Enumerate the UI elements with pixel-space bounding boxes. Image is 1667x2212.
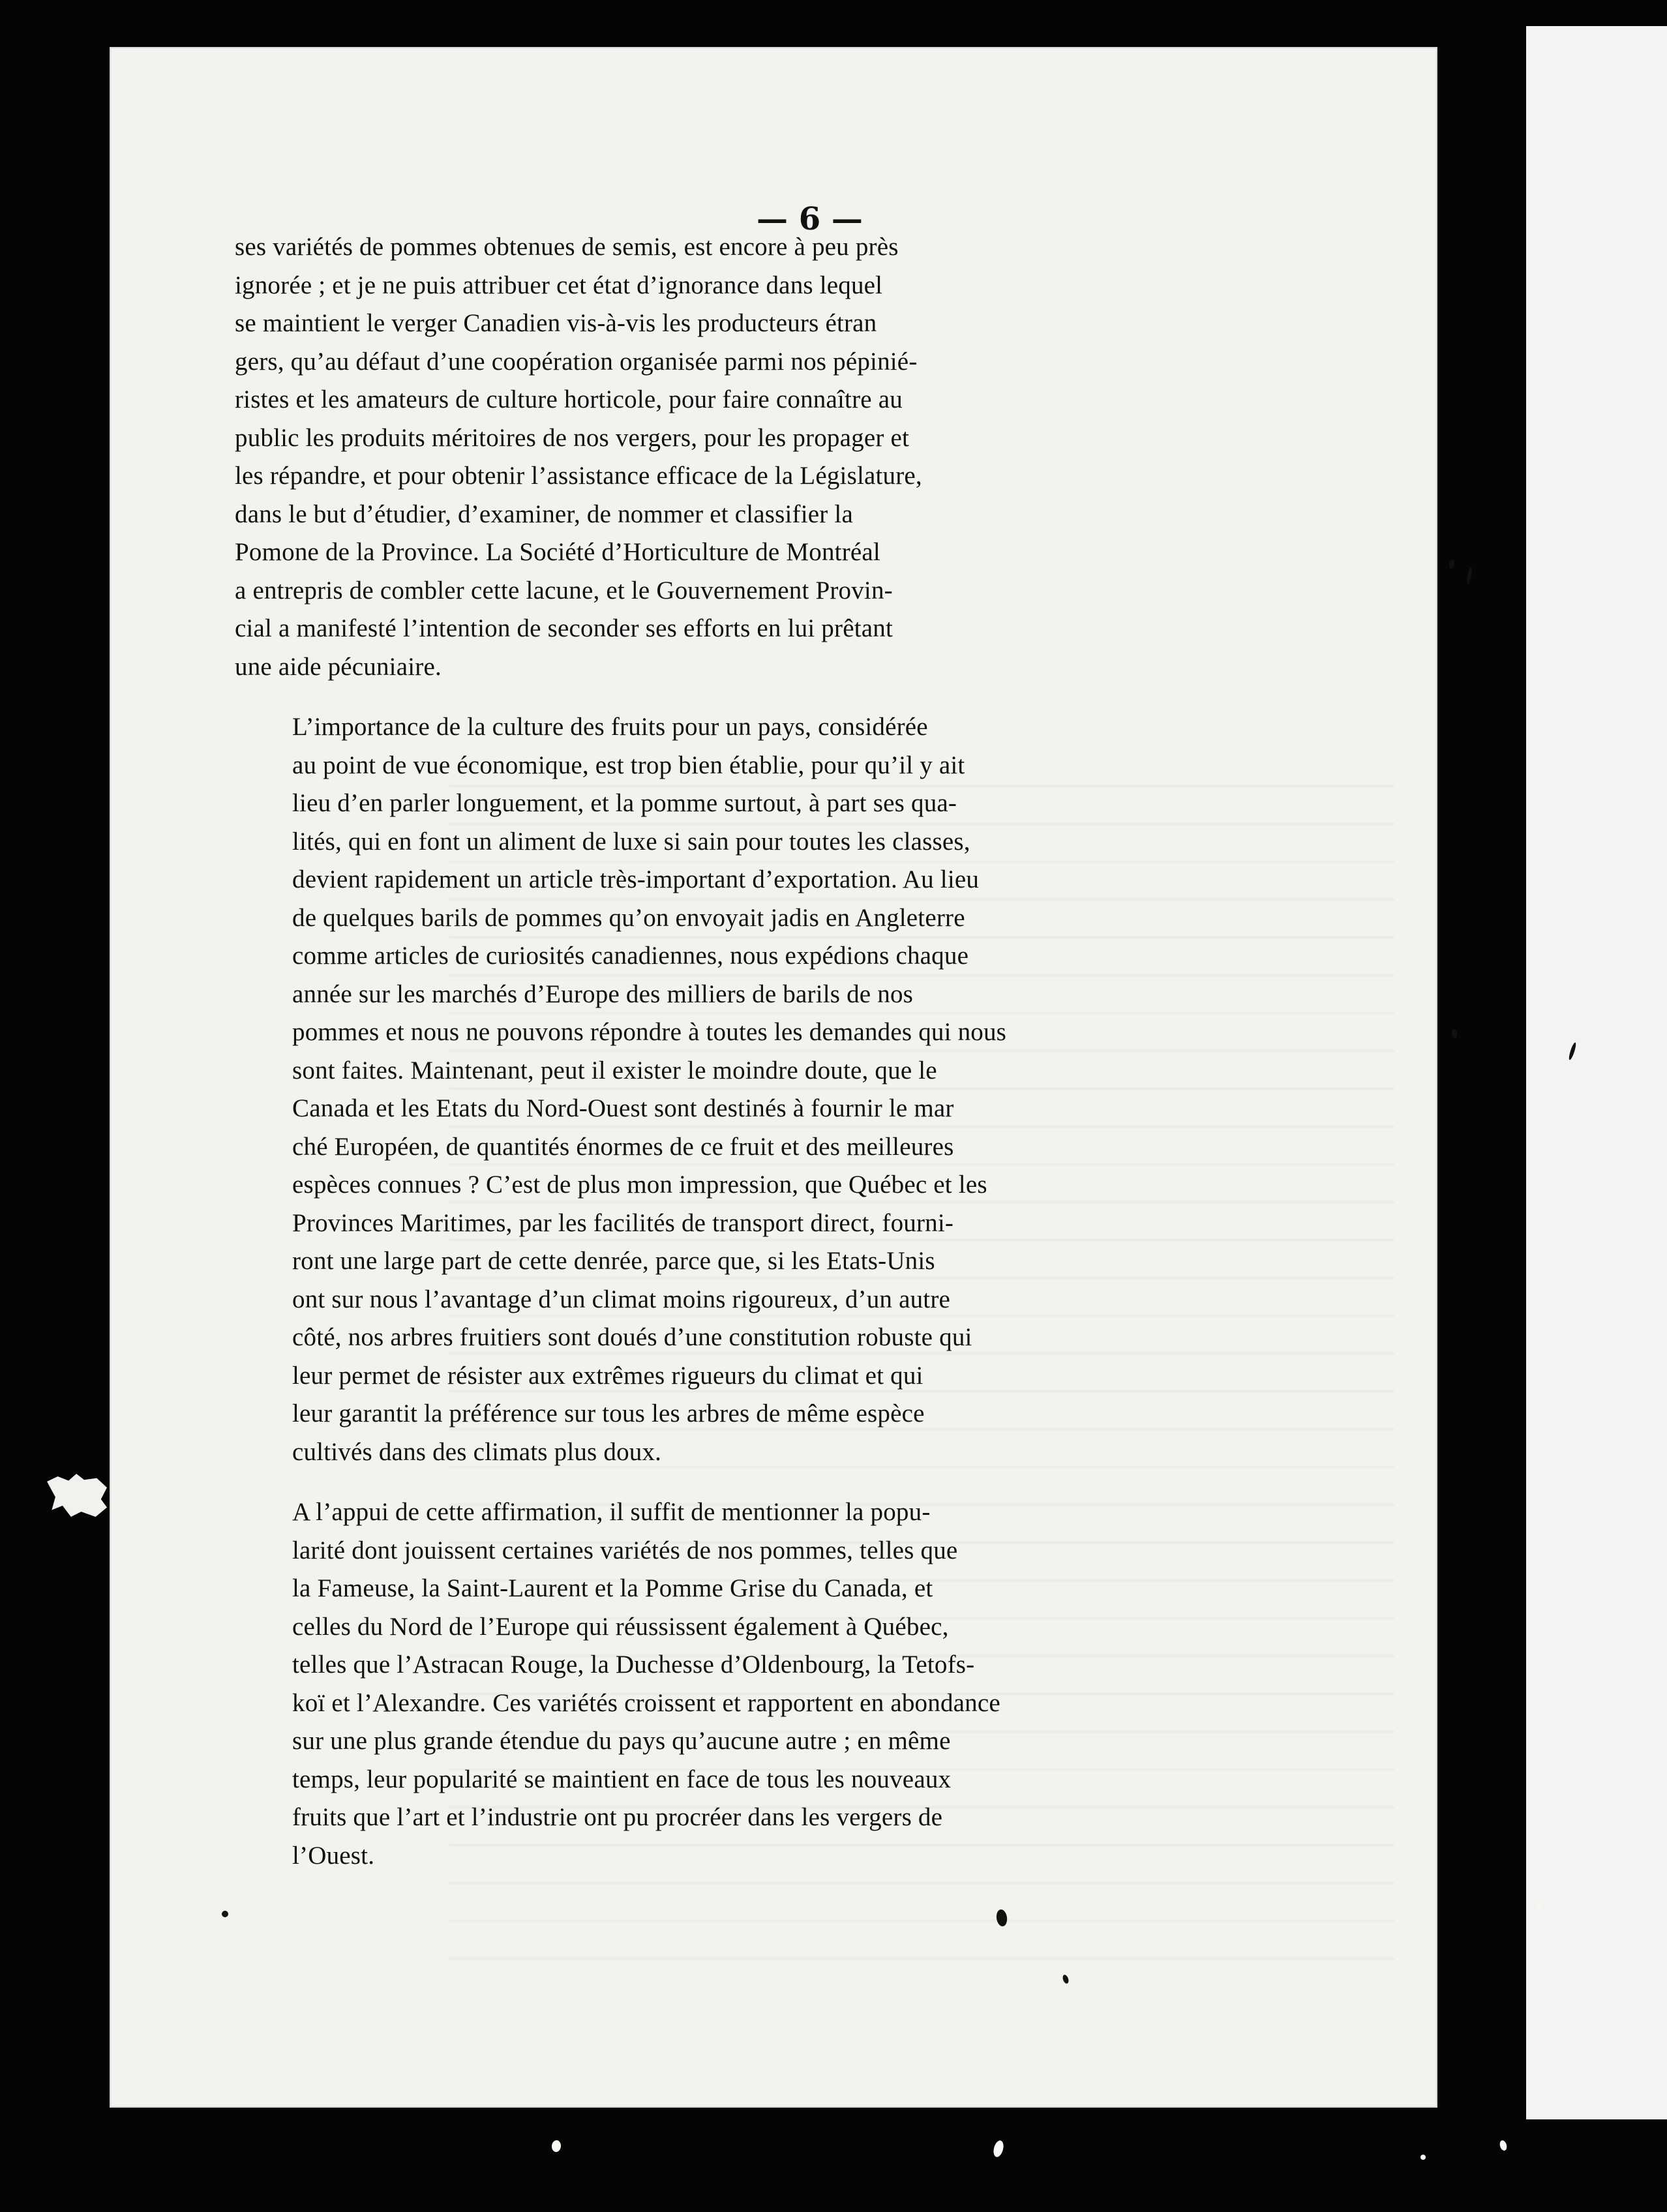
text-line: l’Ouest.	[292, 1841, 375, 1870]
text-line: de quelques barils de pommes qu’on envoyait jadis en Angleterre	[292, 903, 965, 932]
text-line: Provinces Maritimes, par les facilités de transport direct, fourni-	[292, 1208, 954, 1237]
text-line: sur une plus grande étendue du pays qu’aucune autre ; en même	[292, 1727, 951, 1755]
text-line: leur garantit la préférence sur tous les arbres de même espèce	[292, 1399, 925, 1427]
text-line: au point de vue économique, est trop bien établie, pour qu’il y ait	[292, 751, 965, 779]
text-line: ché Européen, de quantités énormes de ce fruit et des meilleures	[292, 1132, 954, 1161]
text-line: sont faites. Maintenant, peut il exister le moindre doute, que le	[292, 1056, 937, 1084]
text-line: pommes et nous ne pouvons répondre à toutes les demandes qui nous	[292, 1018, 1007, 1046]
text-line: les répandre, et pour obtenir l’assistance efficace de la Législature,	[235, 462, 922, 490]
text-line: temps, leur popularité se maintient en face de tous les nouveaux	[292, 1765, 952, 1793]
text-line: Canada et les Etats du Nord-Ouest sont destinés à fournir le mar	[292, 1094, 954, 1122]
text-line: L’importance de la culture des fruits pour un pays, considérée	[292, 713, 928, 741]
text-line: cultivés dans des climats plus doux.	[292, 1437, 662, 1466]
text-line: comme articles de curiosités canadiennes, nous expédions chaque	[292, 942, 969, 970]
text-line: dans le but d’étudier, d’examiner, de nommer et classifier la	[235, 500, 853, 528]
text-line: leur permet de résister aux extrêmes rigueurs du climat et qui	[292, 1361, 924, 1390]
paragraph-2	[235, 708, 1298, 1471]
text-line: année sur les marchés d’Europe des milliers de barils de nos	[292, 979, 914, 1008]
text-line: public les produits méritoires de nos vergers, pour les propager et	[235, 423, 910, 452]
text-line: lieu d’en parler longuement, et la pomme surtout, à part ses qua-	[292, 789, 957, 817]
paragraph-1	[235, 228, 1298, 686]
paper-speck	[1537, 1904, 1542, 1909]
text-line: fruits que l’art et l’industrie ont pu procréer dans les vergers de	[292, 1803, 943, 1831]
text-line: espèces connues ? C’est de plus mon impression, que Québec et les	[292, 1171, 987, 1199]
text-line: larité dont jouissent certaines variétés de nos pommes, telles que	[292, 1536, 958, 1564]
text-line: A l’appui de cette affirmation, il suffit de mentionner la popu-	[292, 1498, 931, 1526]
text-line: ont sur nous l’avantage d’un climat moins rigoureux, d’un autre	[292, 1285, 951, 1313]
text-line: cial a manifesté l’intention de seconder ses efforts en lui prêtant	[235, 614, 893, 642]
text-line: se maintient le verger Canadien vis-à-vis les producteurs étran	[235, 309, 877, 337]
paragraph-3	[235, 1493, 1298, 1875]
text-line: a entrepris de combler cette lacune, et le Gouvernement Provin-	[235, 576, 893, 605]
paper-speck	[1420, 2155, 1426, 2160]
text-line: la Fameuse, la Saint-Laurent et la Pomme Grise du Canada, et	[292, 1574, 933, 1602]
text-line: telles que l’Astracan Rouge, la Duchesse d’Oldenbourg, la Tetofs-	[292, 1651, 975, 1679]
text-line: Pomone de la Province. La Société d’Horticulture de Montréal	[235, 538, 880, 566]
text-line: une aide pécuniaire.	[235, 652, 442, 681]
text-line: côté, nos arbres fruitiers sont doués d’une constitution robuste qui	[292, 1323, 972, 1351]
page-number: — 6 —	[757, 201, 863, 237]
text-line: gers, qu’au défaut d’une coopération organisée parmi nos pépinié-	[235, 347, 918, 376]
text-line: celles du Nord de l’Europe qui réussissent également à Québec,	[292, 1612, 949, 1641]
text-line: ristes et les amateurs de culture horticole, pour faire connaître au	[235, 385, 903, 413]
text-line: ront une large part de cette denrée, parce que, si les Etats-Unis	[292, 1247, 935, 1275]
text-line: koï et l’Alexandre. Ces variétés croissent et rapportent en abondance	[292, 1688, 1000, 1717]
ink-speck	[222, 1911, 228, 1917]
adjacent-page-edge	[1526, 26, 1667, 2119]
text-line: ignorée ; et je ne puis attribuer cet état d’ignorance dans lequel	[235, 271, 883, 299]
text-line: devient rapidement un article très-important d’exportation. Au lieu	[292, 865, 980, 893]
text-line: ses variétés de pommes obtenues de semis, est encore à peu près	[235, 233, 899, 261]
text-line: lités, qui en font un aliment de luxe si sain pour toutes les classes,	[292, 827, 970, 856]
page-text	[235, 228, 1298, 1875]
